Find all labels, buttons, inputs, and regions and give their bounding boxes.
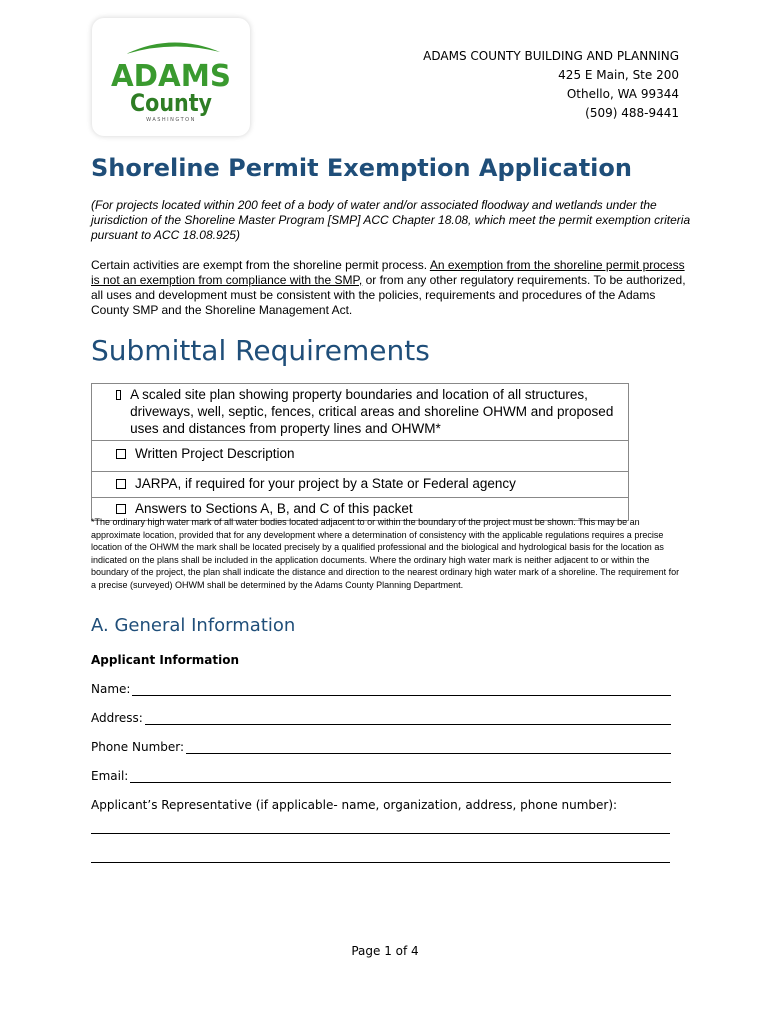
- org-name: ADAMS COUNTY BUILDING AND PLANNING: [423, 49, 679, 63]
- applicant-info-subheading: Applicant Information: [91, 653, 239, 667]
- email-field[interactable]: [91, 769, 671, 783]
- table-row: [92, 384, 629, 441]
- adams-county-logo: [92, 18, 250, 136]
- table-row: [92, 472, 629, 498]
- street-address: 425 E Main, Ste 200: [558, 68, 679, 82]
- phone-field[interactable]: [91, 740, 671, 754]
- phone-label: Phone Number:: [91, 740, 185, 754]
- logo-text-washington: WASHINGTON: [146, 117, 196, 123]
- name-field[interactable]: [91, 682, 671, 696]
- logo-text-county: County: [130, 89, 213, 117]
- page-title: Shoreline Permit Exemption Application: [91, 154, 632, 182]
- representative-label: Applicant’s Representative (if applicable- name, organization, address, phone number):: [91, 798, 618, 812]
- logo-swoosh: [126, 42, 220, 54]
- phone-number: (509) 488-9441: [585, 106, 679, 120]
- email-label: Email:: [91, 769, 129, 783]
- table-row: [92, 441, 629, 472]
- submittal-table: [91, 383, 629, 521]
- checkbox[interactable]: [116, 449, 126, 459]
- checkbox[interactable]: [116, 504, 126, 514]
- phone-input-line[interactable]: [186, 741, 671, 754]
- representative-input-line[interactable]: [91, 862, 670, 863]
- address-label: Address:: [91, 711, 143, 725]
- exemption-paragraph: [91, 258, 691, 318]
- name-input-line[interactable]: [132, 683, 671, 696]
- requirement-text: Answers to Sections A, B, and C of this packet: [135, 501, 413, 516]
- address-input-line[interactable]: [145, 712, 671, 725]
- header-address: [423, 47, 679, 123]
- ohwm-footnote: *The ordinary high water mark of all water bodies located adjacent to or within the boundary of the project must be shown. This may be an approximate location, provided that for any development where a determination of consistency with the applicable regulations requires a precise location of the OHWM the mark shall be located precisely by a qualified professional and the biological and hydrological basis for the location as indicated on the plans shall be included in the application documents. Where the ordinary high water mark is neither adjacent to or within the boundary of the project, the plan shall indicate the distance and direction to the nearest ordinary high water mark of a shoreline. The requirement for a precise (surveyed) OHWM shall be determined by the Adams County Planning Department.: [91, 517, 680, 590]
- intro-text: (For projects located within 200 feet of a body of water and/or associated floodway and wetlands under the jurisdiction of the Shoreline Master Program [SMP] ACC Chapter 18.08, which meet the permit exemption criteria pursuant to ACC 18.08.925): [91, 198, 691, 242]
- paragraph-part2: or from any other regulatory requirements. To be authorized, all uses and development must be consistent with the policies, requirements and procedures of the Adams County SMP and the Shoreline Management Act.: [91, 273, 686, 317]
- requirement-text: JARPA, if required for your project by a State or Federal agency: [135, 476, 516, 491]
- checkbox[interactable]: [116, 390, 121, 400]
- logo-text-adams: ADAMS: [111, 59, 231, 94]
- requirement-text: Written Project Description: [135, 446, 295, 461]
- checkbox[interactable]: [116, 479, 126, 489]
- logo-frame: [92, 18, 250, 136]
- email-input-line[interactable]: [130, 770, 671, 783]
- requirement-text: A scaled site plan showing property boundaries and location of all structures, driveways, well, septic, fences, critical areas and shoreline OHWM and proposed uses and distances from property lines and OHWM*: [130, 387, 614, 436]
- paragraph-underlined: An exemption from the shoreline permit process is not an exemption from compliance with the SMP,: [91, 258, 685, 287]
- paragraph-part1: Certain activities are exempt from the shoreline permit process.: [91, 258, 430, 272]
- submittal-heading: Submittal Requirements: [91, 334, 430, 367]
- city-address: Othello, WA 99344: [566, 87, 679, 101]
- general-info-heading: A. General Information: [91, 615, 296, 636]
- name-label: Name:: [91, 682, 131, 696]
- representative-input-line[interactable]: [91, 833, 670, 834]
- page-number: Page 1 of 4: [351, 944, 419, 958]
- address-field[interactable]: [91, 711, 671, 725]
